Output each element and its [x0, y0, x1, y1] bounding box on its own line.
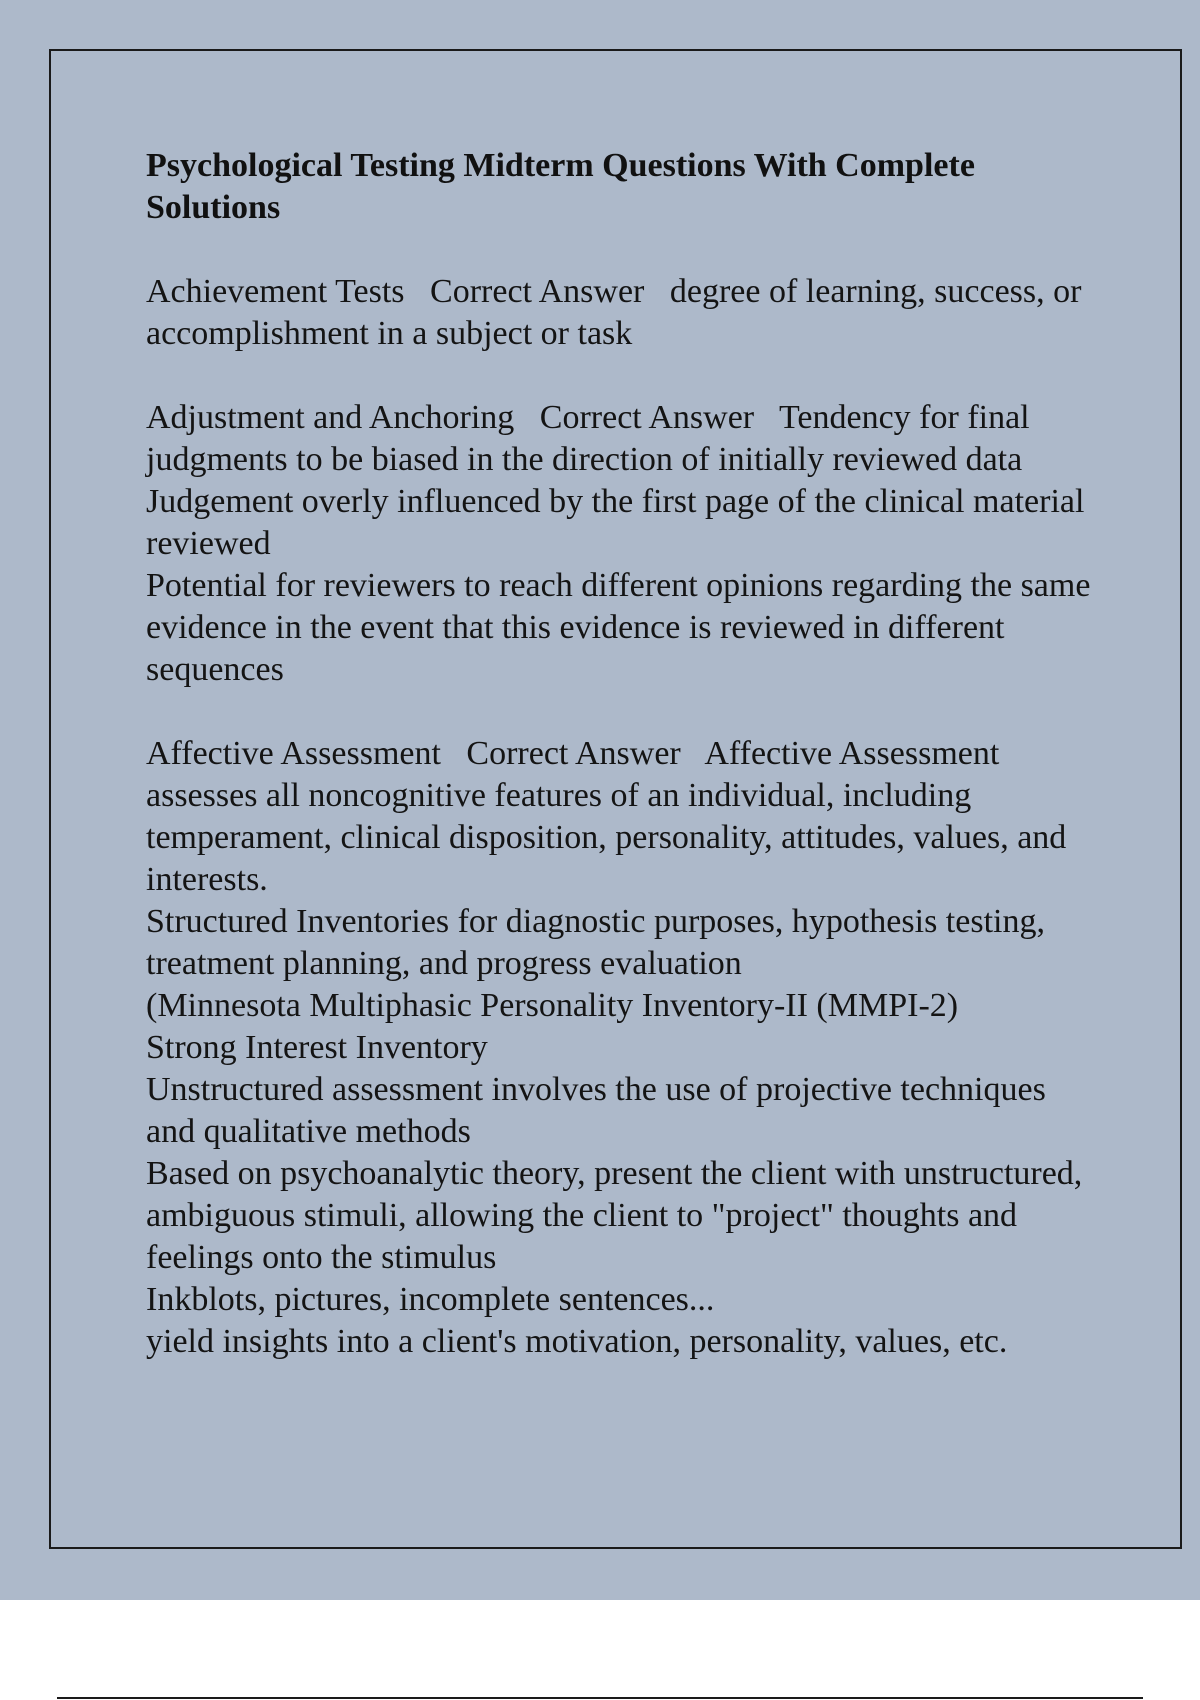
qa-entry-adjustment-anchoring	[146, 397, 1099, 691]
qa-entry-achievement-tests	[146, 271, 1096, 355]
entry-line: Adjustment and Anchoring Correct Answer Tendency for final judgments to be biased in the direction of initially reviewed data	[146, 399, 1039, 478]
entry-line: Strong Interest Inventory	[146, 1029, 488, 1066]
entry-line: Unstructured assessment involves the use of projective techniques and qualitative methods	[146, 1071, 1055, 1150]
entry-line: Affective Assessment Correct Answer Affective Assessment assesses all noncognitive features of an individual, including temperament, clinical disposition, personality, attitudes, values, and interests.	[146, 735, 1075, 898]
document-title: Psychological Testing Midterm Questions With Complete Solutions	[146, 147, 975, 226]
entry-line: Potential for reviewers to reach different opinions regarding the same evidence in the event that this evidence is reviewed in different sequences	[146, 567, 1099, 688]
entry-line: Inkblots, pictures, incomplete sentences...	[146, 1281, 715, 1318]
qa-entry-affective-assessment	[146, 733, 1096, 1363]
document-body	[146, 145, 1099, 1405]
entry-line: Based on psychoanalytic theory, present the client with unstructured, ambiguous stimuli, allowing the client to "project" thoughts and feelings onto the stimulus	[146, 1155, 1091, 1276]
entry-line: Achievement Tests Correct Answer degree of learning, success, or accomplishment in a subject or task	[146, 273, 1090, 352]
entry-line: yield insights into a client's motivation, personality, values, etc.	[146, 1323, 1008, 1360]
entry-line: (Minnesota Multiphasic Personality Inventory-II (MMPI-2)	[146, 987, 959, 1024]
entry-line: Judgement overly influenced by the first page of the clinical material reviewed	[146, 483, 1093, 562]
entry-line: Structured Inventories for diagnostic purposes, hypothesis testing, treatment planning, and progress evaluation	[146, 903, 1054, 982]
footer-rule	[57, 1697, 1143, 1699]
